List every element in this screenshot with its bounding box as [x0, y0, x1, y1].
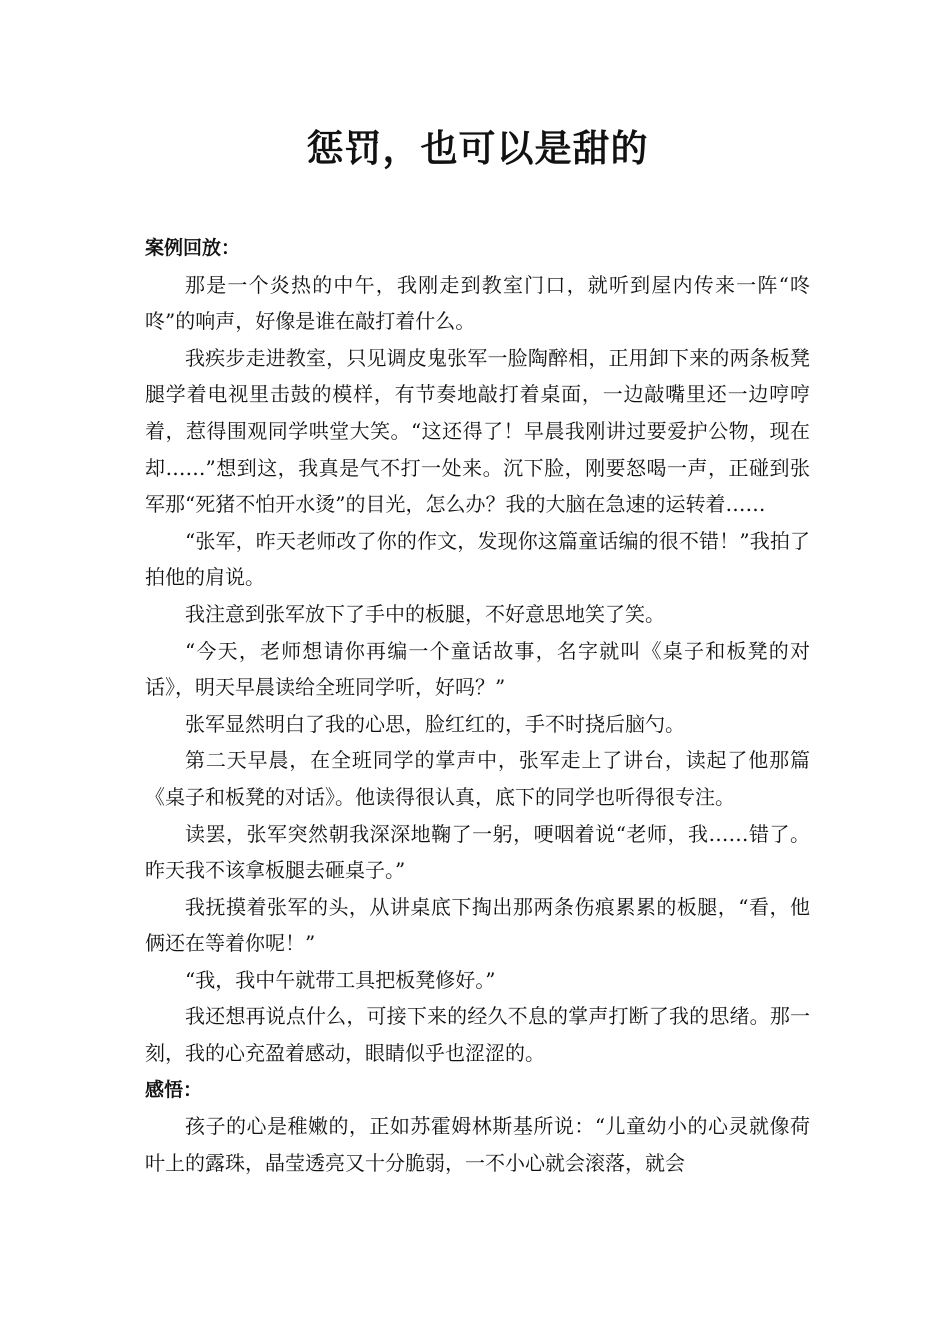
paragraph: 张军显然明白了我的心思，脸红红的，手不时挠后脑勺。 [185, 711, 685, 736]
document-title: 惩罚，也可以是甜的 [306, 126, 649, 170]
paragraph: “张军，昨天老师改了你的作文，发现你这篇童话编的很不错！”我拍了拍他的肩说。 [145, 528, 810, 590]
paragraph: 我疾步走进教室，只见调皮鬼张军一脸陶醉相，正用卸下来的两条板凳腿学着电视里击鼓的模样，有节奏地敲打着桌面，一边敲嘴里还一边哼哼着，惹得围观同学哄堂大笑。“这还得了！早晨我刚讲过要爱护公物，现在却……”想到这，我真是气不打一处来。沉下脸，刚要怒喝一声，正碰到张军那“死猪不怕开水烫”的目光，怎么办？我的大脑在急速的运转着…… [145, 345, 810, 517]
paragraph: 第二天早晨，在全班同学的掌声中，张军走上了讲台，读起了他那篇《桌子和板凳的对话》。他读得很认真，底下的同学也听得很专注。 [145, 748, 810, 809]
section-heading-case-review: 案例回放： [145, 237, 241, 259]
paragraph: 我还想再说点什么，可接下来的经久不息的掌声打断了我的思绪。那一刻，我的心充盈着感动，眼睛似乎也涩涩的。 [145, 1004, 810, 1066]
section-heading-reflection: 感悟： [145, 1078, 203, 1101]
paragraph: 我抚摸着张军的头，从讲桌底下掏出那两条伤痕累累的板腿，“看，他俩还在等着你呢！” [145, 894, 810, 956]
paragraph: 读罢，张军突然朝我深深地鞠了一躬，哽咽着说“老师，我……错了。昨天我不该拿板腿去砸桌子。” [145, 821, 810, 883]
paragraph: 那是一个炎热的中午，我刚走到教室门口，就听到屋内传来一阵“咚咚”的响声，好像是谁在敲打着什么。 [145, 272, 810, 334]
paragraph: “今天，老师想请你再编一个童话故事，名字就叫《桌子和板凳的对话》，明天早晨读给全班同学听，好吗？” [145, 638, 810, 700]
paragraph: “我，我中午就带工具把板凳修好。” [185, 967, 496, 992]
paragraph: 孩子的心是稚嫩的，正如苏霍姆林斯基所说：“儿童幼小的心灵就像荷叶上的露珠，晶莹透亮又十分脆弱，一不小心就会滚落，就会 [145, 1114, 810, 1175]
paragraph: 我注意到张军放下了手中的板腿，不好意思地笑了笑。 [185, 601, 665, 626]
